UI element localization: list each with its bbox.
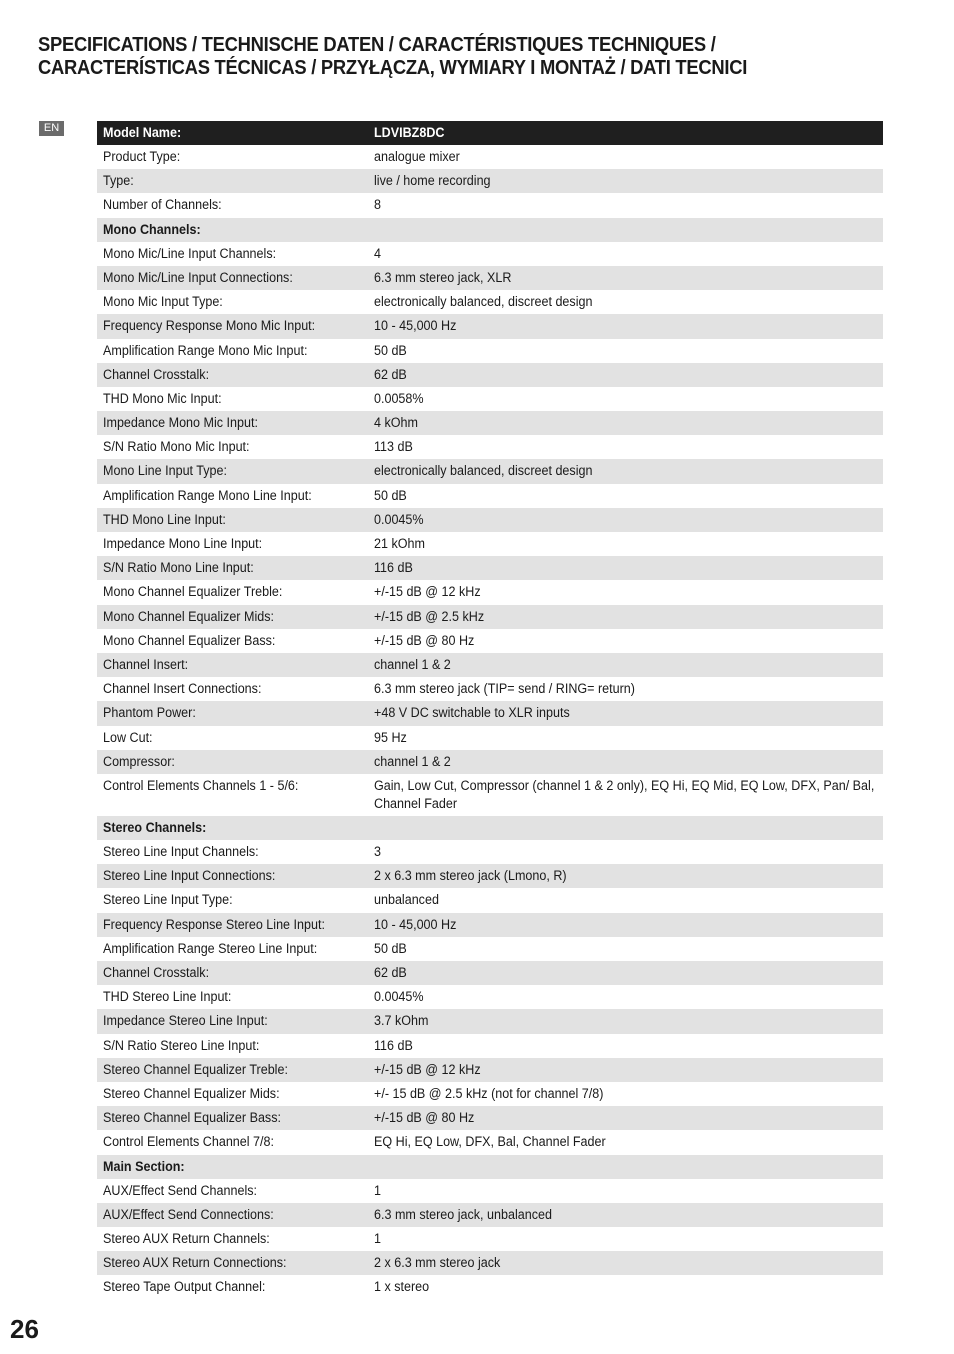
model-name-label: Model Name: (103, 125, 182, 140)
table-row (97, 985, 883, 1009)
spec-label: Control Elements Channel 7/8: (103, 1134, 274, 1150)
table-row (97, 677, 883, 701)
table-row (97, 653, 883, 677)
spec-value: +48 V DC switchable to XLR inputs (374, 705, 570, 721)
spec-label: Compressor: (103, 753, 175, 769)
spec-label: THD Stereo Line Input: (103, 989, 232, 1005)
spec-value: electronically balanced, discreet design (374, 294, 593, 310)
spec-label: Impedance Mono Mic Input: (103, 415, 258, 431)
table-row (97, 961, 883, 985)
spec-label: Frequency Response Mono Mic Input: (103, 318, 316, 334)
spec-value: 6.3 mm stereo jack (TIP= send / RING= return) (374, 681, 635, 697)
spec-value: +/-15 dB @ 80 Hz (374, 632, 475, 648)
spec-value: 10 - 45,000 Hz (374, 916, 457, 932)
spec-value: 1 (374, 1182, 381, 1198)
table-row (97, 937, 883, 961)
table-row (97, 1106, 883, 1130)
table-row (97, 411, 883, 435)
spec-label: Impedance Mono Line Input: (103, 536, 263, 551)
spec-value: +/-15 dB @ 2.5 kHz (374, 608, 485, 624)
table-row (97, 840, 883, 864)
spec-label: Stereo Line Input Type: (103, 892, 233, 908)
table-row (97, 193, 883, 217)
spec-value: 113 dB (374, 439, 413, 455)
table-row (97, 556, 883, 580)
spec-label: Stereo AUX Return Connections: (103, 1255, 287, 1271)
table-row (97, 266, 883, 290)
spec-value: 2 x 6.3 mm stereo jack (374, 1255, 501, 1271)
table-row (97, 314, 883, 338)
spec-value: +/-15 dB @ 12 kHz (374, 1061, 481, 1077)
model-name-value: LDVIBZ8DC (374, 125, 445, 140)
spec-value: 1 x stereo (374, 1279, 430, 1295)
spec-label: Mono Mic/Line Input Channels: (103, 245, 277, 261)
section-row (97, 1155, 883, 1179)
spec-label: AUX/Effect Send Channels: (103, 1182, 258, 1198)
spec-label: Mono Channel Equalizer Mids: (103, 608, 274, 624)
spec-label: S/N Ratio Mono Mic Input: (103, 439, 250, 455)
spec-value: 1 (374, 1231, 381, 1247)
spec-label: THD Mono Line Input: (103, 511, 226, 527)
spec-label: Channel Insert: (103, 656, 189, 672)
table-row (97, 363, 883, 387)
table-row (97, 1130, 883, 1154)
spec-value: 50 dB (374, 342, 407, 358)
spec-value: 95 Hz (374, 729, 407, 745)
table-row (97, 580, 883, 604)
spec-label: S/N Ratio Mono Line Input: (103, 560, 254, 576)
spec-value: Gain, Low Cut, Compressor (channel 1 & 2 only), EQ Hi, EQ Mid, EQ Low, DFX, Pan/ Bal, Channel Fader (374, 777, 875, 811)
spec-label: Channel Insert Connections: (103, 681, 262, 697)
spec-value: 62 dB (374, 366, 407, 382)
table-row (97, 1275, 883, 1299)
spec-label: Mono Channel Equalizer Treble: (103, 584, 283, 600)
spec-value: channel 1 & 2 (374, 656, 451, 672)
spec-label: Mono Channels: (103, 221, 201, 237)
spec-value: live / home recording (374, 173, 491, 189)
spec-value: 6.3 mm stereo jack, unbalanced (374, 1206, 552, 1222)
table-row (97, 1251, 883, 1275)
spec-value: 0.0045% (374, 511, 424, 527)
spec-label: AUX/Effect Send Connections: (103, 1206, 274, 1222)
spec-label: Amplification Range Mono Line Input: (103, 487, 312, 503)
spec-value: 50 dB (374, 940, 407, 956)
section-row (97, 816, 883, 840)
language-tag: EN (39, 121, 64, 136)
spec-value: 8 (374, 197, 381, 213)
table-row (97, 484, 883, 508)
spec-value: EQ Hi, EQ Low, DFX, Bal, Channel Fader (374, 1134, 606, 1150)
spec-label: Mono Mic/Line Input Connections: (103, 269, 293, 285)
specifications-table (97, 121, 883, 1300)
spec-label: Mono Line Input Type: (103, 463, 228, 479)
page-title: SPECIFICATIONS / TECHNISCHE DATEN / CARACTÉRISTIQUES TECHNIQUES / CARACTERÍSTICAS TÉCNICAS / PRZYŁĄCZA, WYMIARY I MONTAŻ / DATI TECNICI (38, 34, 748, 79)
spec-label: Control Elements Channels 1 - 5/6: (103, 777, 299, 793)
table-row (97, 864, 883, 888)
spec-value: +/-15 dB @ 12 kHz (374, 584, 481, 600)
spec-label: Stereo Line Input Connections: (103, 868, 276, 884)
table-row (97, 701, 883, 725)
spec-label: Low Cut: (103, 729, 153, 745)
table-row (97, 387, 883, 411)
spec-label: Amplification Range Stereo Line Input: (103, 940, 318, 956)
spec-value: 21 kOhm (374, 536, 425, 551)
spec-label: Product Type: (103, 149, 181, 164)
spec-value: 50 dB (374, 487, 407, 503)
spec-label: Stereo Line Input Channels: (103, 844, 259, 860)
table-row (97, 339, 883, 363)
table-row (97, 605, 883, 629)
table-row (97, 290, 883, 314)
table-header-row (97, 121, 883, 145)
table-row (97, 1203, 883, 1227)
spec-value: unbalanced (374, 892, 439, 908)
spec-value: 116 dB (374, 1037, 413, 1053)
spec-label: Amplification Range Mono Mic Input: (103, 342, 308, 358)
spec-value: 2 x 6.3 mm stereo jack (Lmono, R) (374, 868, 567, 884)
spec-value: 3.7 kOhm (374, 1013, 429, 1029)
spec-label: Channel Crosstalk: (103, 366, 210, 382)
table-row (97, 1227, 883, 1251)
table-row (97, 1009, 883, 1033)
page-number: 26 (10, 1314, 39, 1344)
spec-value: 4 (374, 245, 381, 261)
spec-value: 6.3 mm stereo jack, XLR (374, 269, 512, 285)
spec-value: channel 1 & 2 (374, 753, 451, 769)
spec-value: electronically balanced, discreet design (374, 463, 593, 479)
table-row (97, 145, 883, 169)
table-row (97, 726, 883, 750)
spec-label: Stereo Channel Equalizer Mids: (103, 1085, 280, 1101)
table-row (97, 1082, 883, 1106)
spec-value: 0.0058% (374, 390, 424, 406)
table-row (97, 532, 883, 556)
spec-label: Mono Channel Equalizer Bass: (103, 632, 276, 648)
spec-value: +/-15 dB @ 80 Hz (374, 1110, 475, 1126)
spec-label: Stereo AUX Return Channels: (103, 1231, 270, 1247)
spec-label: Mono Mic Input Type: (103, 294, 223, 310)
spec-label: Stereo Channel Equalizer Treble: (103, 1061, 288, 1077)
table-row (97, 888, 883, 912)
table-row (97, 1058, 883, 1082)
spec-label: Frequency Response Stereo Line Input: (103, 916, 325, 932)
spec-value: 0.0045% (374, 989, 424, 1005)
table-row (97, 1034, 883, 1058)
spec-label: Type: (103, 173, 134, 189)
section-row (97, 218, 883, 242)
table-row (97, 1179, 883, 1203)
spec-label: Phantom Power: (103, 705, 196, 721)
spec-label: Channel Crosstalk: (103, 965, 210, 980)
table-row (97, 435, 883, 459)
spec-value: 4 kOhm (374, 415, 418, 431)
spec-value: 62 dB (374, 965, 407, 980)
spec-value: 3 (374, 844, 381, 860)
spec-label: Impedance Stereo Line Input: (103, 1013, 268, 1029)
table-row (97, 629, 883, 653)
spec-label: S/N Ratio Stereo Line Input: (103, 1037, 260, 1053)
spec-label: Main Section: (103, 1158, 185, 1174)
table-row (97, 774, 883, 816)
table-row (97, 750, 883, 774)
table-row (97, 459, 883, 483)
spec-label: Stereo Tape Output Channel: (103, 1279, 266, 1295)
spec-value: analogue mixer (374, 149, 460, 164)
table-row (97, 508, 883, 532)
spec-value: +/- 15 dB @ 2.5 kHz (not for channel 7/8) (374, 1085, 604, 1101)
spec-label: Stereo Channel Equalizer Bass: (103, 1110, 281, 1126)
spec-label: Stereo Channels: (103, 819, 207, 835)
spec-label: THD Mono Mic Input: (103, 390, 222, 406)
spec-value: 116 dB (374, 560, 413, 576)
table-row (97, 169, 883, 193)
spec-value: 10 - 45,000 Hz (374, 318, 457, 334)
table-row (97, 913, 883, 937)
table-row (97, 242, 883, 266)
spec-label: Number of Channels: (103, 197, 222, 213)
